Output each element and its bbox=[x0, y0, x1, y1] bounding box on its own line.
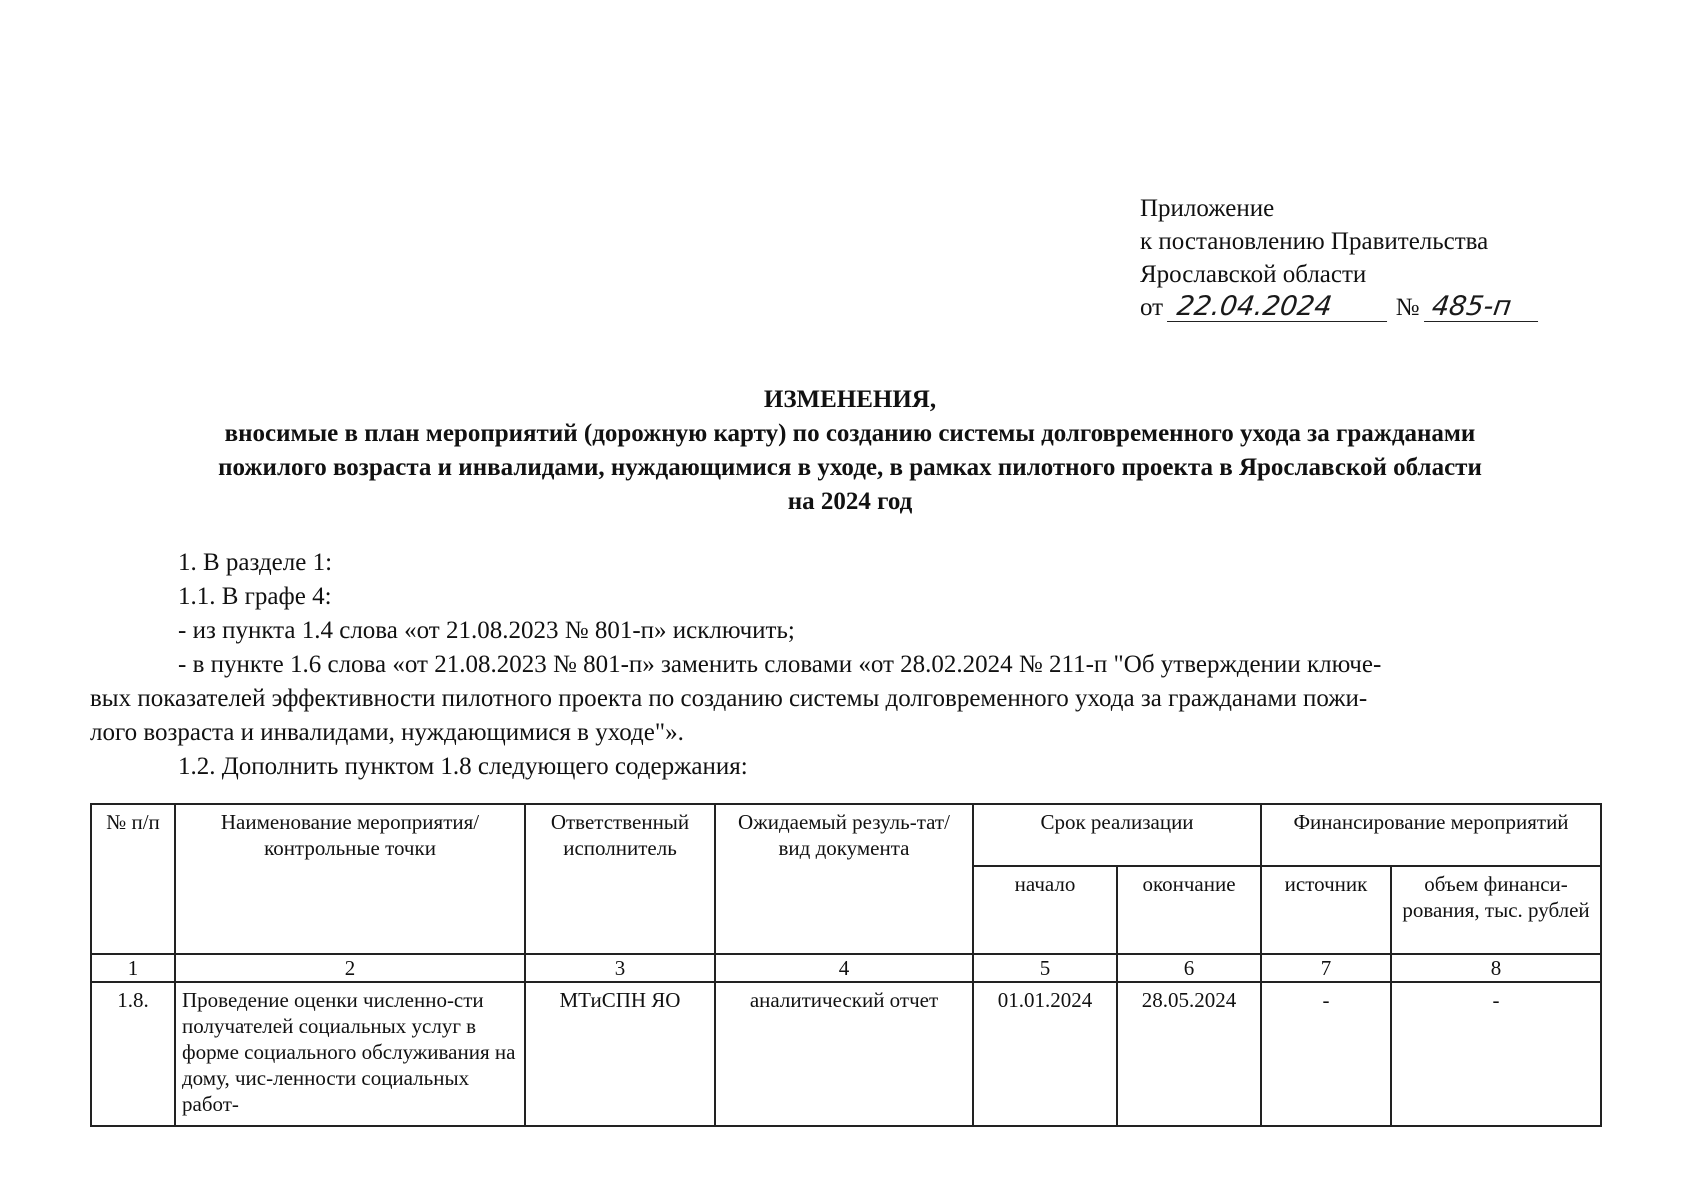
handwritten-number: 485-п bbox=[1424, 293, 1542, 322]
header-responsible: Ответственный исполнитель bbox=[525, 804, 715, 954]
column-number: 1 bbox=[91, 954, 175, 982]
column-number: 7 bbox=[1261, 954, 1391, 982]
handwritten-date: 22.04.2024 bbox=[1167, 293, 1391, 322]
cell-start: 01.01.2024 bbox=[973, 982, 1117, 1126]
column-number: 4 bbox=[715, 954, 973, 982]
header-num: № п/п bbox=[91, 804, 175, 954]
header-row-1 bbox=[91, 804, 1601, 866]
date-prefix: от bbox=[1140, 294, 1164, 321]
cell-responsible: МТиСПН ЯО bbox=[525, 982, 715, 1126]
annex-block bbox=[1140, 192, 1540, 324]
document-title bbox=[100, 383, 1600, 519]
cell-result: аналитический отчет bbox=[715, 982, 973, 1126]
table-row bbox=[91, 982, 1601, 1126]
column-number: 6 bbox=[1117, 954, 1261, 982]
annex-date-line bbox=[1140, 291, 1540, 324]
paragraph-4-line-1: - в пункте 1.6 слова «от 21.08.2023 № 801-п» заменить словами «от 28.02.2024 № 211-п "Об утверждении ключе- bbox=[178, 651, 1382, 678]
header-result: Ожидаемый резуль-тат/ вид документа bbox=[715, 804, 973, 954]
cell-num: 1.8. bbox=[91, 982, 175, 1126]
plan-table bbox=[90, 803, 1602, 1127]
column-number: 8 bbox=[1391, 954, 1601, 982]
column-number: 2 bbox=[175, 954, 525, 982]
title-heading: ИЗМЕНЕНИЯ, bbox=[763, 386, 937, 413]
column-number: 3 bbox=[525, 954, 715, 982]
title-line-1: вносимые в план мероприятий (дорожную карту) по созданию системы долговременного ухода за гражданами bbox=[224, 420, 1476, 447]
cell-volume: - bbox=[1391, 982, 1601, 1126]
annex-line-2: к постановлению Правительства bbox=[1140, 228, 1489, 255]
annex-line-1: Приложение bbox=[1140, 195, 1275, 222]
paragraph-5: 1.2. Дополнить пунктом 1.8 следующего содержания: bbox=[178, 753, 748, 780]
column-number-row bbox=[91, 954, 1601, 982]
column-number: 5 bbox=[973, 954, 1117, 982]
header-end: окончание bbox=[1117, 866, 1261, 954]
header-period: Срок реализации bbox=[973, 804, 1261, 866]
title-line-2: пожилого возраста и инвалидами, нуждающимися в уходе, в рамках пилотного проекта в Ярославской области bbox=[218, 454, 1482, 481]
number-sign: № bbox=[1395, 294, 1420, 321]
header-name: Наименование мероприятия/ контрольные точки bbox=[175, 804, 525, 954]
paragraph-1: 1. В разделе 1: bbox=[178, 549, 333, 576]
title-line-3: на 2024 год bbox=[787, 488, 913, 515]
cell-name: Проведение оценки численно-сти получателей социальных услуг в форме социального обслуживания на дому, чис-ленности социальных работ- bbox=[175, 982, 525, 1126]
header-financing: Финансирование мероприятий bbox=[1261, 804, 1601, 866]
paragraph-2: 1.1. В графе 4: bbox=[178, 583, 332, 610]
cell-source: - bbox=[1261, 982, 1391, 1126]
paragraph-3: - из пункта 1.4 слова «от 21.08.2023 № 801-п» исключить; bbox=[178, 617, 795, 644]
header-start: начало bbox=[973, 866, 1117, 954]
header-volume: объем финанси-рования, тыс. рублей bbox=[1391, 866, 1601, 954]
cell-end: 28.05.2024 bbox=[1117, 982, 1261, 1126]
header-source: источник bbox=[1261, 866, 1391, 954]
annex-line-3: Ярославской области bbox=[1140, 261, 1367, 288]
paragraph-4-line-2: вых показателей эффективности пилотного проекта по созданию системы долговременного ухода за гражданами пожи- bbox=[90, 685, 1368, 712]
paragraph-4-line-3: лого возраста и инвалидами, нуждающимися в уходе"». bbox=[90, 719, 684, 746]
